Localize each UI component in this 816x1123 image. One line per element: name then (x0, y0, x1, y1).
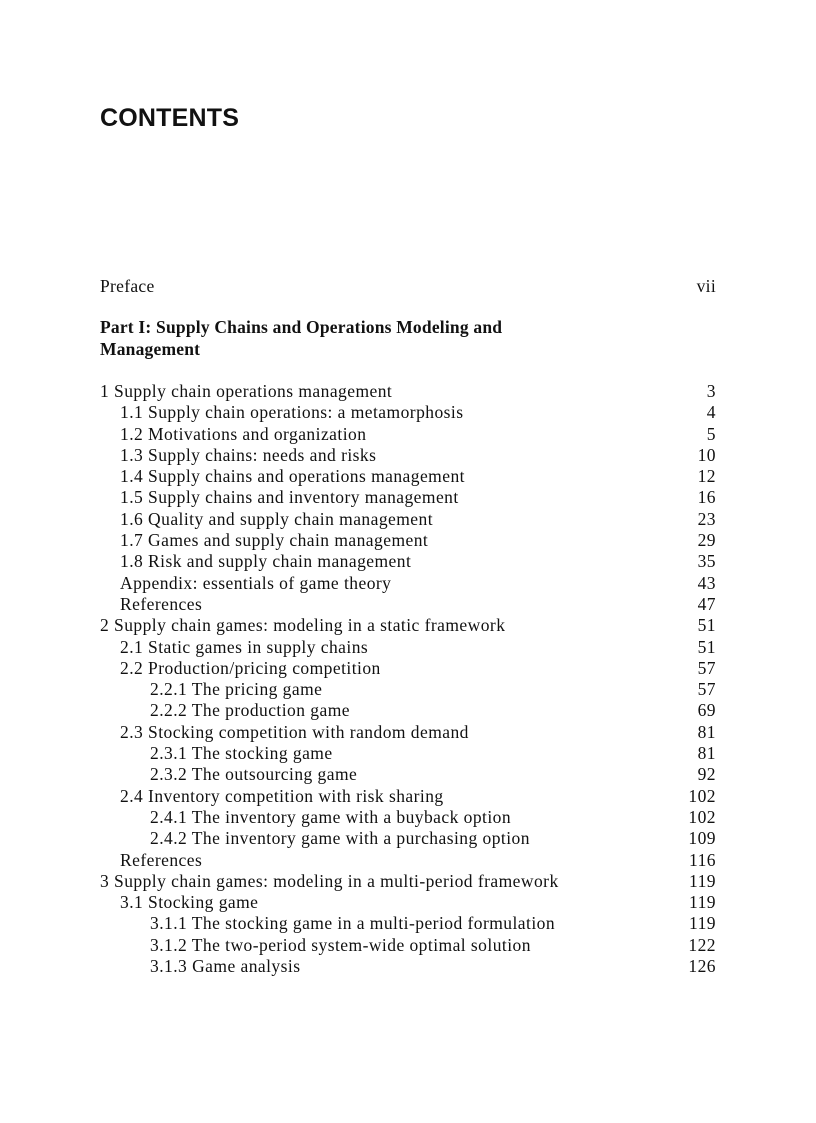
table-of-contents (100, 273, 716, 977)
toc-entry-label: 1.7 Games and supply chain management (120, 530, 429, 551)
toc-entry-page: 81 (697, 743, 716, 764)
toc-entry-label: 1 Supply chain operations management (100, 381, 393, 401)
toc-entry-page: 35 (697, 551, 716, 572)
toc-entry-subsection (100, 956, 716, 977)
toc-entry-section (100, 509, 716, 530)
toc-entry-page: vii (696, 276, 716, 296)
toc-entry-chapter-1 (100, 381, 716, 402)
toc-entry-page: 43 (697, 572, 716, 593)
toc-entry-chapter-3 (100, 871, 716, 892)
toc-entry-label: 2.4.2 The inventory game with a purchasing option (150, 828, 530, 849)
toc-entry-subsection (100, 913, 716, 934)
toc-entry-page: 4 (706, 402, 716, 423)
toc-entry-references (100, 850, 716, 871)
page-title: CONTENTS (100, 104, 240, 132)
toc-entry-label: 3 Supply chain games: modeling in a multi-period framework (100, 870, 559, 891)
toc-entry-label: 2.1 Static games in supply chains (120, 636, 369, 657)
toc-entry-label: 2.3.1 The stocking game (150, 743, 333, 764)
toc-entry-section (100, 786, 716, 807)
toc-entry-page: 47 (697, 593, 716, 614)
toc-entry-section (100, 530, 716, 551)
toc-entry-label: 2.2 Production/pricing competition (120, 657, 381, 678)
toc-entry-section (100, 466, 716, 487)
toc-entry-page: 16 (697, 487, 716, 508)
toc-entry-label: 1.6 Quality and supply chain management (120, 508, 434, 529)
toc-entry-section (100, 402, 716, 423)
part-heading: Part I: Supply Chains and Operations Modeling and Management (100, 317, 503, 359)
toc-entry-page: 57 (697, 657, 716, 678)
toc-entry-label: 1.1 Supply chain operations: a metamorphosis (120, 402, 464, 423)
toc-entry-label: 3.1.2 The two-period system-wide optimal solution (150, 934, 531, 955)
toc-entry-label: Appendix: essentials of game theory (120, 572, 392, 593)
toc-entry-label: References (120, 849, 203, 870)
toc-entry-subsection (100, 700, 716, 721)
toc-entry-label: 2.3.2 The outsourcing game (150, 764, 358, 785)
toc-entry-label: 2.4 Inventory competition with risk sharing (120, 785, 444, 806)
toc-entry-label: 2 Supply chain games: modeling in a static framework (100, 615, 506, 636)
toc-entry-page: 23 (697, 508, 716, 529)
toc-entry-page: 69 (697, 700, 716, 721)
toc-entry-label: 2.2.2 The production game (150, 700, 350, 721)
toc-entry-page: 102 (688, 785, 716, 806)
toc-entry-label: 2.4.1 The inventory game with a buyback option (150, 806, 512, 827)
toc-entry-page: 57 (697, 679, 716, 700)
toc-entry-subsection (100, 743, 716, 764)
toc-entry-page: 12 (697, 466, 716, 487)
toc-entry-page: 81 (697, 721, 716, 742)
toc-entry-subsection (100, 679, 716, 700)
toc-entry-label: 3.1.3 Game analysis (150, 956, 301, 977)
toc-entry-page: 29 (697, 530, 716, 551)
toc-entry-label: 3.1 Stocking game (120, 892, 259, 913)
toc-entry-label: Preface (100, 276, 155, 296)
toc-entry-page: 109 (688, 828, 716, 849)
toc-entry-section (100, 637, 716, 658)
toc-entry-label: 1.2 Motivations and organization (120, 423, 367, 444)
toc-entry-page: 102 (688, 806, 716, 827)
toc-entry-page: 10 (697, 444, 716, 465)
toc-entry-page: 119 (689, 870, 716, 891)
toc-entry-section (100, 445, 716, 466)
toc-entry-page: 51 (697, 615, 716, 636)
toc-entry-page: 3 (706, 381, 716, 401)
toc-entry-section (100, 658, 716, 679)
toc-entry-page: 119 (689, 913, 716, 934)
toc-entry-section (100, 722, 716, 743)
toc-entry-page: 51 (697, 636, 716, 657)
toc-entry-label: 1.8 Risk and supply chain management (120, 551, 412, 572)
toc-entry-label: References (120, 593, 203, 614)
toc-entry-label: 1.3 Supply chains: needs and risks (120, 444, 377, 465)
toc-entry-page: 116 (689, 849, 716, 870)
toc-entry-subsection (100, 828, 716, 849)
toc-entry-label: 1.4 Supply chains and operations management (120, 466, 465, 487)
toc-entry-page: 126 (688, 956, 716, 977)
toc-entry-subsection (100, 935, 716, 956)
toc-entry-chapter-2 (100, 615, 716, 636)
toc-entry-subsection (100, 807, 716, 828)
toc-entry-subsection (100, 764, 716, 785)
toc-entry-appendix (100, 573, 716, 594)
toc-entry-label: 2.2.1 The pricing game (150, 679, 323, 700)
toc-entry-section (100, 424, 716, 445)
toc-entry-preface (100, 273, 716, 299)
toc-entry-label: 1.5 Supply chains and inventory management (120, 487, 459, 508)
toc-entry-page: 119 (689, 892, 716, 913)
toc-entry-section (100, 487, 716, 508)
toc-entry-page: 92 (697, 764, 716, 785)
toc-entry-label: 3.1.1 The stocking game in a multi-period formulation (150, 913, 556, 934)
toc-entry-section (100, 892, 716, 913)
toc-entry-section (100, 551, 716, 572)
toc-entry-references (100, 594, 716, 615)
toc-entry-label: 2.3 Stocking competition with random demand (120, 721, 469, 742)
toc-entry-page: 5 (706, 423, 716, 444)
toc-entry-page: 122 (688, 934, 716, 955)
